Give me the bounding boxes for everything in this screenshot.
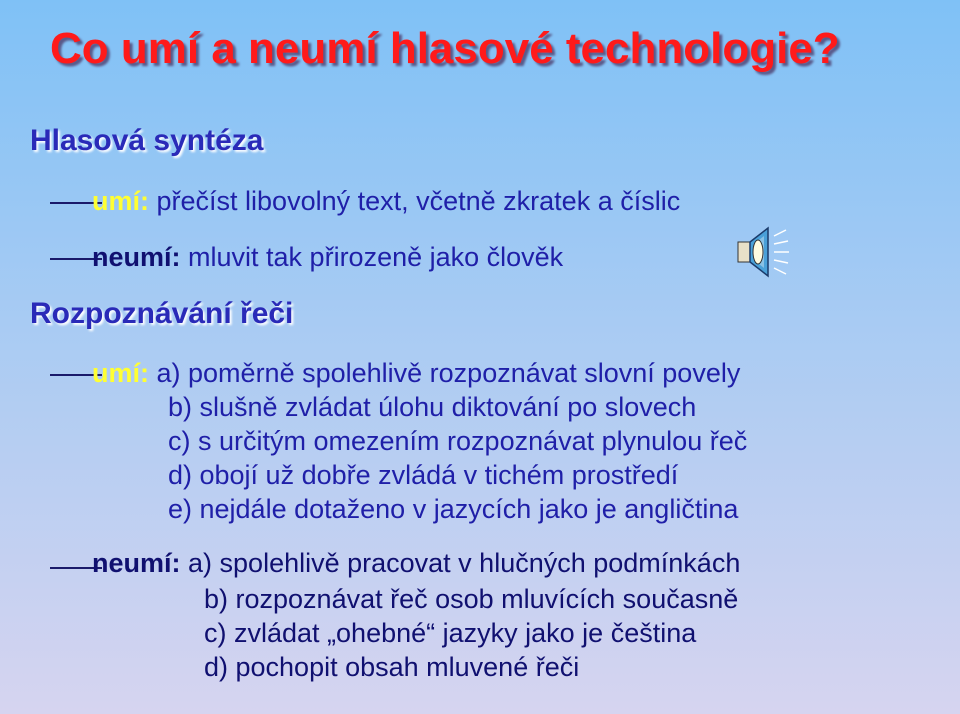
synthesis-can-line [92,186,680,217]
recognition-can-item: b) slušně zvládat úlohu diktování po slovech [168,392,697,422]
can-label: umí: [92,358,149,388]
cannot-label: neumí: [92,548,181,578]
cannot-label: neumí: [92,242,181,272]
recognition-cannot-item: b) rozpoznávat řeč osob mluvících současně [204,584,739,614]
recognition-can-item: a) poměrně spolehlivě rozpoznávat slovní povely [156,358,741,388]
recognition-cannot-item: c) zvládat „ohebné“ jazyky jako je čeština [204,618,697,648]
page-title: Co umí a neumí hlasové technologie? [50,24,840,73]
section-heading-synthesis: Hlasová syntéza [30,124,264,157]
recognition-can-item: e) nejdále dotaženo v jazycích jako je angličtina [168,494,739,524]
recognition-can-item: d) obojí už dobře zvládá v tichém prostředí [168,460,679,490]
can-label: umí: [92,186,149,216]
recognition-cannot-item: d) pochopit obsah mluvené řeči [204,652,580,682]
speaker-icon[interactable] [732,222,792,282]
recognition-cannot-item: a) spolehlivě pracovat v hlučných podmínkách [188,548,741,578]
recognition-cannot-line [92,548,740,579]
recognition-can-line [92,358,740,389]
synthesis-can-text: přečíst libovolný text, včetně zkratek a číslic [156,186,681,216]
recognition-can-item: c) s určitým omezením rozpoznávat plynulou řeč [168,426,748,456]
synthesis-cannot-line [92,242,563,273]
section-heading-recognition: Rozpoznávání řeči [30,297,294,330]
synthesis-cannot-text: mluvit tak přirozeně jako člověk [188,242,564,272]
